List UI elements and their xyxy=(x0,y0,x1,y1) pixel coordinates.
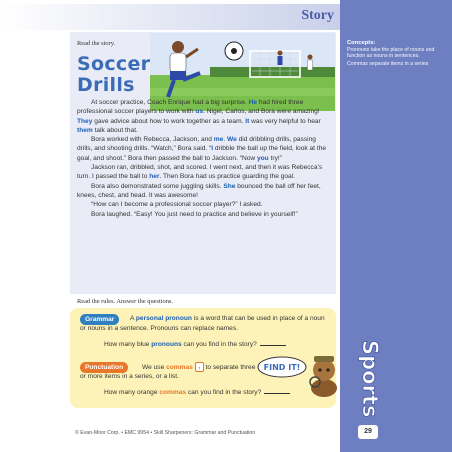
story-text: bounced the ball off her feet, knees, chest, and head. It was awesome! xyxy=(77,182,321,199)
trees xyxy=(210,67,335,77)
story-text: . Nigel, Carlos, and Bora were amazing! xyxy=(203,108,320,116)
story-text: . Then Bora had us practice guarding the goal. xyxy=(159,173,295,181)
section-label: Story xyxy=(301,8,334,23)
grammar-term: personal pronoun xyxy=(135,315,192,322)
concept-item: Pronouns take the place of nouns and function as nouns in sentences. xyxy=(347,47,435,60)
rules-instruction: Read the rules. Answer the questions. xyxy=(77,298,174,305)
story-text: . xyxy=(223,136,227,144)
story-text: dribble the ball up the field, look at the goal, and shoot.” Bora then passed the ball to Jackson. “Now xyxy=(77,145,326,162)
story-title-line1: Soccer xyxy=(77,53,151,75)
story-text: gave advice about how to work together as a team. xyxy=(92,117,246,125)
comma-icon: , xyxy=(195,362,204,372)
story-title-line2: Drills xyxy=(77,74,135,96)
grammar-badge: Grammar xyxy=(80,314,119,325)
story-text: was very helpful to hear xyxy=(249,117,321,125)
answer-line-commas[interactable] xyxy=(264,393,290,394)
pronoun-highlight: them xyxy=(77,126,93,134)
story-text: Jackson ran, dribbled, shot, and scored. I went next, and then it was Rebecca’s turn. I passed the ball to xyxy=(77,164,323,181)
detective-dog-icon xyxy=(306,350,342,398)
grammar-text-post: is a word that can be used in place of a noun or nouns in a sentence. Pronouns can replace names. xyxy=(80,315,325,332)
pronoun-highlight: her xyxy=(149,173,160,181)
story-paragraph xyxy=(77,98,333,135)
pronoun-highlight: I xyxy=(211,145,214,153)
pronoun-highlight: They xyxy=(77,117,93,125)
field-stripe xyxy=(150,88,335,96)
story-text: try!” xyxy=(268,154,282,162)
story-paragraph xyxy=(77,135,333,163)
concepts-box xyxy=(347,40,447,67)
concept-item: Commas separate items in a series xyxy=(347,60,429,67)
q1-post: can you find in the story? xyxy=(181,341,257,348)
question-commas xyxy=(104,389,290,396)
story-text: Bora laughed. “Easy! You just need to practice and believe in yourself!” xyxy=(91,210,298,218)
story-text: talk about that. xyxy=(92,126,138,134)
q2-post: can you find in the story? xyxy=(186,389,262,396)
story-text: did dribbling drills, passing drills, and shooting drills. “Watch,” Bora said. “ xyxy=(77,136,316,153)
punctuation-badge: Punctuation xyxy=(80,362,128,373)
find-it-bubble xyxy=(257,356,307,378)
q2-pre: How many orange xyxy=(104,389,160,396)
punct-text-pre: We use xyxy=(142,363,167,371)
story-instruction: Read the story. xyxy=(77,40,116,47)
story-paragraph xyxy=(77,210,333,219)
pronoun-highlight: you xyxy=(256,154,269,162)
soccer-ball xyxy=(225,42,243,60)
story-paragraph xyxy=(77,163,333,182)
punct-text-post: to separate three or more items in a series, or a list. xyxy=(80,363,256,381)
story-paragraph xyxy=(77,200,333,209)
story-text: had hired three professional soccer players to work with xyxy=(77,99,304,116)
q1-pre: How many blue xyxy=(104,341,152,348)
pronoun-highlight: We xyxy=(226,136,237,144)
footer-copyright: © Evan-Moor Corp. • EMC 9954 • Skill Sharpeners: Grammar and Punctuation xyxy=(75,430,256,436)
answer-line-pronouns[interactable] xyxy=(260,345,286,346)
find-it-text: FIND IT! xyxy=(263,363,301,372)
background-player-1 xyxy=(278,51,283,66)
q1-term: pronouns xyxy=(151,341,182,348)
story-paragraph xyxy=(77,182,333,201)
section-tab xyxy=(0,4,340,30)
concepts-title: Concepts: xyxy=(347,40,376,46)
sports-vertical-label xyxy=(349,340,389,420)
background-player-2 xyxy=(308,55,313,71)
question-pronouns xyxy=(104,341,286,348)
pronoun-highlight: She xyxy=(223,182,236,190)
sports-text: Sports xyxy=(358,340,382,418)
pronoun-highlight: He xyxy=(248,99,258,106)
page-number: 29 xyxy=(358,425,378,439)
story-text: Bora worked with Rebecca, Jackson, and xyxy=(91,136,214,144)
punct-term: commas xyxy=(166,363,193,371)
grammar-text-pre: A xyxy=(130,315,136,322)
story-text: “How can I become a professional soccer player?” I asked. xyxy=(91,201,263,209)
story-text: Bora also demonstrated some juggling skills. xyxy=(91,182,224,190)
pronoun-highlight: It xyxy=(245,117,250,125)
pronoun-highlight: us xyxy=(195,108,204,116)
q2-term: commas xyxy=(159,389,187,396)
story-text: At soccer practice, Coach Enrique had a big surprise. xyxy=(91,99,249,106)
story-body xyxy=(77,98,333,219)
pronoun-highlight: me xyxy=(213,136,224,144)
